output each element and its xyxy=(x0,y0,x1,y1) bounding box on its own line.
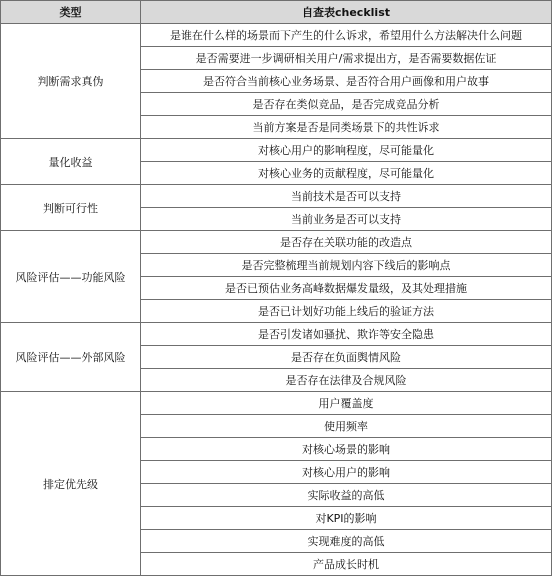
checklist-item-cell: 用户覆盖度 xyxy=(141,392,552,415)
category-cell: 风险评估——外部风险 xyxy=(1,323,141,392)
table-row xyxy=(1,323,552,346)
checklist-item-cell: 是否完整梳理当前规划内容下线后的影响点 xyxy=(141,254,552,277)
checklist-item-cell: 是否存在类似竞品，是否完成竞品分析 xyxy=(141,93,552,116)
checklist-item-cell: 是否符合当前核心业务场景、是否符合用户画像和用户故事 xyxy=(141,70,552,93)
checklist-item-cell: 对核心场景的影响 xyxy=(141,438,552,461)
checklist-item-cell: 是谁在什么样的场景而下产生的什么诉求，希望用什么方法解决什么问题 xyxy=(141,24,552,47)
checklist-header: 自查表checklist xyxy=(141,1,552,24)
category-cell: 判断需求真伪 xyxy=(1,24,141,139)
table-row xyxy=(1,185,552,208)
checklist-item-cell: 当前方案是否是同类场景下的共性诉求 xyxy=(141,116,552,139)
table-row xyxy=(1,231,552,254)
category-cell: 排定优先级 xyxy=(1,392,141,576)
checklist-item-cell: 是否存在法律及合规风险 xyxy=(141,369,552,392)
type-header: 类型 xyxy=(1,1,141,24)
checklist-item-cell: 是否存在关联功能的改造点 xyxy=(141,231,552,254)
table-row xyxy=(1,24,552,47)
checklist-item-cell: 使用频率 xyxy=(141,415,552,438)
checklist-item-cell: 实现难度的高低 xyxy=(141,530,552,553)
checklist-item-cell: 是否存在负面舆情风险 xyxy=(141,346,552,369)
checklist-item-cell: 是否引发诸如骚扰、欺诈等安全隐患 xyxy=(141,323,552,346)
checklist-item-cell: 对核心用户的影响 xyxy=(141,461,552,484)
checklist-item-cell: 当前技术是否可以支持 xyxy=(141,185,552,208)
checklist-item-cell: 对KPI的影响 xyxy=(141,507,552,530)
checklist-item-cell: 是否已预估业务高峰数据爆发量级，及其处理措施 xyxy=(141,277,552,300)
category-cell: 判断可行性 xyxy=(1,185,141,231)
checklist-item-cell: 产品成长时机 xyxy=(141,553,552,576)
checklist-item-cell: 当前业务是否可以支持 xyxy=(141,208,552,231)
checklist-item-cell: 对核心业务的贡献程度，尽可能量化 xyxy=(141,162,552,185)
table-body xyxy=(1,24,552,576)
category-cell: 量化收益 xyxy=(1,139,141,185)
checklist-item-cell: 是否已计划好功能上线后的验证方法 xyxy=(141,300,552,323)
checklist-item-cell: 实际收益的高低 xyxy=(141,484,552,507)
header-row xyxy=(1,1,552,24)
category-cell: 风险评估——功能风险 xyxy=(1,231,141,323)
table-row xyxy=(1,392,552,415)
checklist-item-cell: 对核心用户的影响程度，尽可能量化 xyxy=(141,139,552,162)
checklist-item-cell: 是否需要进一步调研相关用户/需求提出方，是否需要数据佐证 xyxy=(141,47,552,70)
table-row xyxy=(1,139,552,162)
